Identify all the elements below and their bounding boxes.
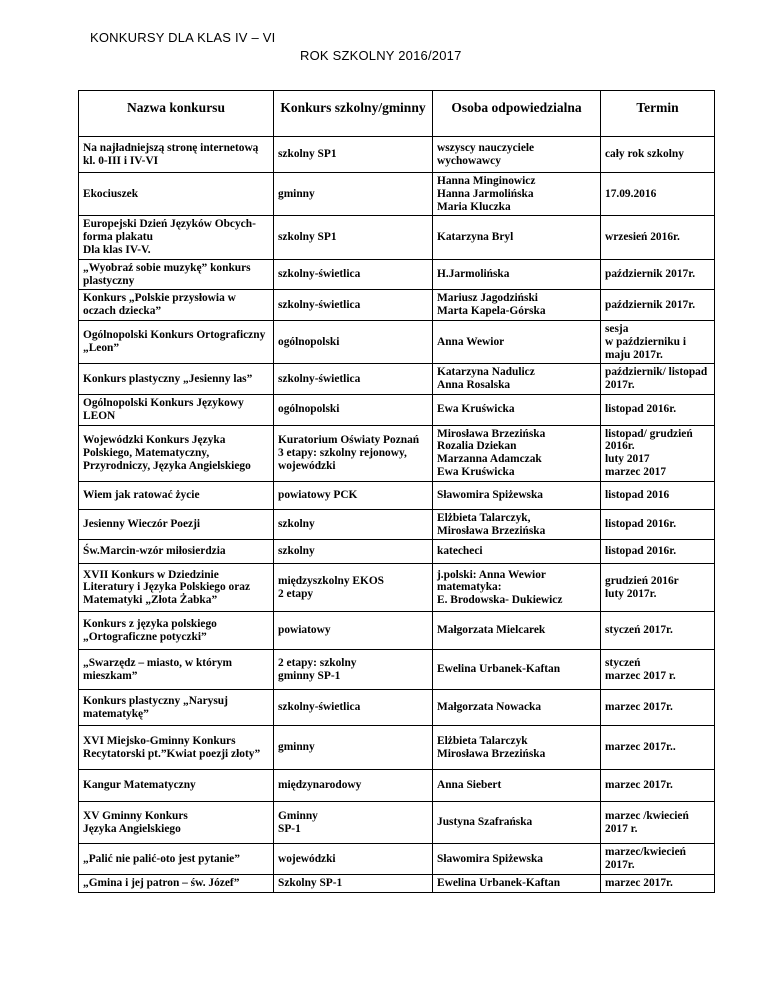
table-row xyxy=(79,874,715,892)
competition-type: szkolny SP1 xyxy=(274,137,433,173)
competition-date: marzec/kwiecień 2017r. xyxy=(601,844,715,875)
table-body xyxy=(79,137,715,893)
competition-type: szkolny-świetlica xyxy=(274,290,433,321)
responsible-person: Katarzyna Nadulicz Anna Rosalska xyxy=(433,364,601,395)
competition-name: „Palić nie palić-oto jest pytanie” xyxy=(79,844,274,875)
table-row xyxy=(79,650,715,690)
competition-name: Na najładniejszą stronę internetową kl. 0-III i IV-VI xyxy=(79,137,274,173)
table-row xyxy=(79,564,715,612)
competition-type: ogólnopolski xyxy=(274,394,433,425)
competition-name: Wojewódzki Konkurs Języka Polskiego, Matematyczny, Przyrodniczy, Języka Angielskiego xyxy=(79,425,274,481)
table-row xyxy=(79,216,715,259)
competition-name: Konkurs plastyczny „Jesienny las” xyxy=(79,364,274,395)
competition-name: XVII Konkurs w Dziedzinie Literatury i Języka Polskiego oraz Matematyki „Złota Żabka” xyxy=(79,564,274,612)
competition-name: Konkurs „Polskie przysłowia w oczach dziecka” xyxy=(79,290,274,321)
competition-type: szkolny SP1 xyxy=(274,216,433,259)
table-row xyxy=(79,770,715,802)
competition-date: październik 2017r. xyxy=(601,290,715,321)
competition-date: styczeń marzec 2017 r. xyxy=(601,650,715,690)
competition-type: szkolny-świetlica xyxy=(274,690,433,726)
competition-type: gminny xyxy=(274,726,433,770)
competition-name: Kangur Matematyczny xyxy=(79,770,274,802)
competition-date: listopad 2016r. xyxy=(601,540,715,564)
competition-type: Szkolny SP-1 xyxy=(274,874,433,892)
competition-date: październik 2017r. xyxy=(601,259,715,290)
table-row xyxy=(79,540,715,564)
responsible-person: Anna Siebert xyxy=(433,770,601,802)
competition-type: szkolny-świetlica xyxy=(274,364,433,395)
col-header-person: Osoba odpowiedzialna xyxy=(433,91,601,137)
responsible-person: Katarzyna Bryl xyxy=(433,216,601,259)
competition-date: 17.09.2016 xyxy=(601,173,715,216)
competition-type: powiatowy xyxy=(274,612,433,650)
competition-type: międzynarodowy xyxy=(274,770,433,802)
competition-name: XV Gminny Konkurs Języka Angielskiego xyxy=(79,802,274,844)
competition-name: Ogólnopolski Konkurs Językowy LEON xyxy=(79,394,274,425)
competition-name: Jesienny Wieczór Poezji xyxy=(79,509,274,540)
competition-date: styczeń 2017r. xyxy=(601,612,715,650)
table-row xyxy=(79,259,715,290)
responsible-person: Anna Wewior xyxy=(433,320,601,363)
table-row xyxy=(79,320,715,363)
col-header-name: Nazwa konkursu xyxy=(79,91,274,137)
competition-date: październik/ listopad 2017r. xyxy=(601,364,715,395)
table-row xyxy=(79,481,715,509)
competition-date: listopad/ grudzień 2016r. luty 2017 marzec 2017 xyxy=(601,425,715,481)
competition-type: wojewódzki xyxy=(274,844,433,875)
competition-name: Św.Marcin-wzór miłosierdzia xyxy=(79,540,274,564)
competition-name: „Gmina i jej patron – św. Józef” xyxy=(79,874,274,892)
competition-type: gminny xyxy=(274,173,433,216)
competition-date: wrzesień 2016r. xyxy=(601,216,715,259)
competition-name: Ekociuszek xyxy=(79,173,274,216)
competition-name: Konkurs plastyczny „Narysuj matematykę” xyxy=(79,690,274,726)
responsible-person: Sławomira Spiżewska xyxy=(433,844,601,875)
competition-date: grudzień 2016r luty 2017r. xyxy=(601,564,715,612)
competition-type: powiatowy PCK xyxy=(274,481,433,509)
competition-type: 2 etapy: szkolny gminny SP-1 xyxy=(274,650,433,690)
competition-name: Europejski Dzień Języków Obcych-forma plakatu Dla klas IV-V. xyxy=(79,216,274,259)
table-row xyxy=(79,394,715,425)
responsible-person: Hanna Minginowicz Hanna Jarmolińska Maria Kluczka xyxy=(433,173,601,216)
responsible-person: H.Jarmolińska xyxy=(433,259,601,290)
table-header-row xyxy=(79,91,715,137)
competition-type: Gminny SP-1 xyxy=(274,802,433,844)
table-row xyxy=(79,290,715,321)
competitions-table xyxy=(78,90,715,893)
responsible-person: wszyscy nauczyciele wychowawcy xyxy=(433,137,601,173)
responsible-person: Ewelina Urbanek-Kaftan xyxy=(433,650,601,690)
competition-date: listopad 2016r. xyxy=(601,509,715,540)
competition-name: „Wyobraź sobie muzykę” konkurs plastyczny xyxy=(79,259,274,290)
competition-type: międzyszkolny EKOS 2 etapy xyxy=(274,564,433,612)
responsible-person: Mariusz Jagodziński Marta Kapela-Górska xyxy=(433,290,601,321)
responsible-person: Elżbieta Talarczyk Mirosława Brzezińska xyxy=(433,726,601,770)
competition-date: sesja w październiku i maju 2017r. xyxy=(601,320,715,363)
col-header-date: Termin xyxy=(601,91,715,137)
competition-date: listopad 2016 xyxy=(601,481,715,509)
competition-date: marzec 2017r. xyxy=(601,874,715,892)
responsible-person: Małgorzata Mielcarek xyxy=(433,612,601,650)
table-row xyxy=(79,509,715,540)
competition-name: Wiem jak ratować życie xyxy=(79,481,274,509)
competition-date: marzec 2017r.. xyxy=(601,726,715,770)
responsible-person: j.polski: Anna Wewior matematyka: E. Brodowska- Dukiewicz xyxy=(433,564,601,612)
competition-type: ogólnopolski xyxy=(274,320,433,363)
competition-name: XVI Miejsko-Gminny Konkurs Recytatorski pt.”Kwiat poezji złoty” xyxy=(79,726,274,770)
competition-type: szkolny xyxy=(274,540,433,564)
responsible-person: Mirosława Brzezińska Rozalia Dziekan Marzanna Adamczak Ewa Kruświcka xyxy=(433,425,601,481)
competition-date: marzec /kwiecień 2017 r. xyxy=(601,802,715,844)
responsible-person: katecheci xyxy=(433,540,601,564)
table-row xyxy=(79,612,715,650)
table-row xyxy=(79,690,715,726)
responsible-person: Ewa Kruświcka xyxy=(433,394,601,425)
competition-date: marzec 2017r. xyxy=(601,770,715,802)
table-row xyxy=(79,726,715,770)
table-row xyxy=(79,844,715,875)
school-year: ROK SZKOLNY 2016/2017 xyxy=(300,48,462,63)
competition-name: Ogólnopolski Konkurs Ortograficzny „Leon” xyxy=(79,320,274,363)
responsible-person: Justyna Szafrańska xyxy=(433,802,601,844)
competition-name: „Swarzędz – miasto, w którym mieszkam” xyxy=(79,650,274,690)
table-row xyxy=(79,425,715,481)
competition-date: marzec 2017r. xyxy=(601,690,715,726)
document-title: KONKURSY DLA KLAS IV – VI xyxy=(90,30,276,45)
competition-date: cały rok szkolny xyxy=(601,137,715,173)
responsible-person: Małgorzata Nowacka xyxy=(433,690,601,726)
competition-type: szkolny xyxy=(274,509,433,540)
table-row xyxy=(79,137,715,173)
competition-type: Kuratorium Oświaty Poznań 3 etapy: szkolny rejonowy, wojewódzki xyxy=(274,425,433,481)
competition-date: listopad 2016r. xyxy=(601,394,715,425)
table-row xyxy=(79,173,715,216)
competition-type: szkolny-świetlica xyxy=(274,259,433,290)
responsible-person: Ewelina Urbanek-Kaftan xyxy=(433,874,601,892)
table-row xyxy=(79,364,715,395)
competition-name: Konkurs z języka polskiego „Ortograficzne potyczki” xyxy=(79,612,274,650)
responsible-person: Sławomira Spiżewska xyxy=(433,481,601,509)
responsible-person: Elżbieta Talarczyk, Mirosława Brzezińska xyxy=(433,509,601,540)
col-header-type: Konkurs szkolny/gminny xyxy=(274,91,433,137)
table-row xyxy=(79,802,715,844)
